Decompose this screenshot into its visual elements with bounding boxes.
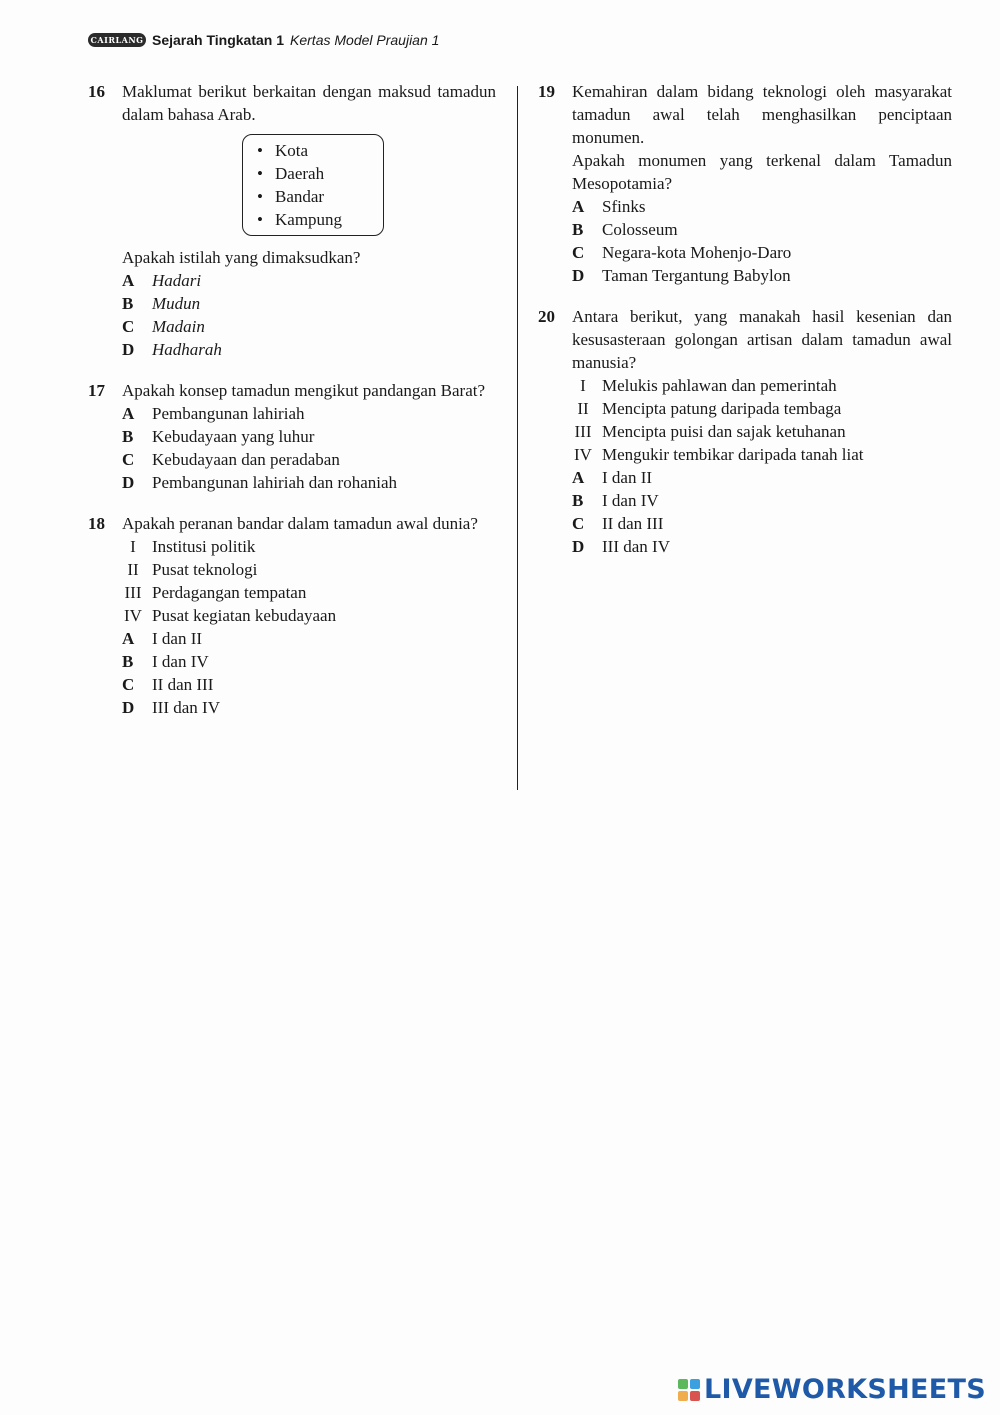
logo-square-blue [690,1379,700,1389]
left-column [88,80,496,719]
right-column [538,80,952,558]
statement-i: I Institusi politik [130,537,256,556]
question-number: 18 [88,514,105,533]
option-c[interactable]: C Madain [122,317,205,336]
info-box [242,134,384,236]
question-stem: Apakah konsep tamadun mengikut pandangan Barat? [122,381,486,400]
option-d[interactable]: D III dan IV [572,537,670,556]
logo-square-green [678,1379,688,1389]
question-number: 20 [538,307,555,326]
question-number: 19 [538,82,555,101]
question-stem: Maklumat berikut berkaitan dengan maksud tamadun dalam bahasa Arab. [122,82,496,124]
question-number: 16 [88,82,105,101]
option-b[interactable]: B Mudun [122,294,201,313]
bullet-icon: • [257,164,263,183]
option-d[interactable]: D Pembangunan lahiriah dan rohaniah [122,473,398,492]
liveworksheets-watermark[interactable] [678,1374,986,1405]
option-d[interactable]: D III dan IV [122,698,220,717]
option-a[interactable]: A I dan II [122,629,203,648]
bullet-icon: • [257,210,263,229]
option-a[interactable]: A I dan II [572,468,653,487]
option-d[interactable]: D Taman Tergantung Babylon [572,266,791,285]
logo-square-red [690,1391,700,1401]
info-box-item: • Kota [257,141,309,160]
statement-ii: II Pusat teknologi [127,560,258,579]
option-a[interactable]: A Sfinks [572,197,646,216]
book-title: Sejarah Tingkatan 1 [152,32,285,48]
option-b[interactable]: B Colosseum [572,220,678,239]
publisher-logo: CAIRLANG [88,33,146,47]
option-a[interactable]: A Hadari [122,271,202,290]
liveworksheets-logo-icon [678,1379,700,1401]
page-header [88,32,439,48]
bullet-icon: • [257,141,263,160]
statement-i: I Melukis pahlawan dan pemerintah [580,376,837,395]
option-c[interactable]: C Kebudayaan dan peradaban [122,450,340,469]
question-prompt: Apakah monumen yang terkenal dalam Tamadun Mesopotamia? [572,151,952,193]
option-d[interactable]: D Hadharah [122,340,222,359]
option-c[interactable]: C Negara-kota Mohenjo-Daro [572,243,792,262]
question-stem: Apakah peranan bandar dalam tamadun awal dunia? [122,514,478,533]
logo-square-orange [678,1391,688,1401]
question-18 [88,512,496,719]
option-c[interactable]: C II dan III [122,675,214,694]
info-box-item: • Kampung [257,210,343,229]
statement-iii: III Perdagangan tempatan [124,583,307,602]
info-box-item: • Daerah [257,164,325,183]
question-20 [538,305,952,558]
statement-ii: II Mencipta patung daripada tembaga [577,399,842,418]
question-stem: Kemahiran dalam bidang teknologi oleh masyarakat tamadun awal telah menghasilkan penciptaan monumen. [572,82,952,147]
statement-iii: III Mencipta puisi dan sajak ketuhanan [574,422,846,441]
statement-iv: IV Pusat kegiatan kebudayaan [124,606,337,625]
question-17 [88,379,496,494]
option-a[interactable]: A Pembangunan lahiriah [122,404,305,423]
info-box-item: • Bandar [257,187,325,206]
column-divider [517,86,518,790]
question-stem: Antara berikut, yang manakah hasil kesenian dan kesusasteraan golongan artisan dalam tamadun awal manusia? [572,307,952,372]
bullet-icon: • [257,187,263,206]
question-number: 17 [88,381,105,400]
watermark-text: LIVEWORKSHEETS [703,1374,986,1405]
option-b[interactable]: B I dan IV [122,652,209,671]
option-c[interactable]: C II dan III [572,514,664,533]
option-b[interactable]: B I dan IV [572,491,659,510]
option-b[interactable]: B Kebudayaan yang luhur [122,427,315,446]
paper-subtitle: Kertas Model Praujian 1 [290,32,440,48]
question-prompt: Apakah istilah yang dimaksudkan? [122,248,361,267]
question-16 [88,80,496,361]
question-19 [538,80,952,287]
statement-iv: IV Mengukir tembikar daripada tanah liat [574,445,864,464]
